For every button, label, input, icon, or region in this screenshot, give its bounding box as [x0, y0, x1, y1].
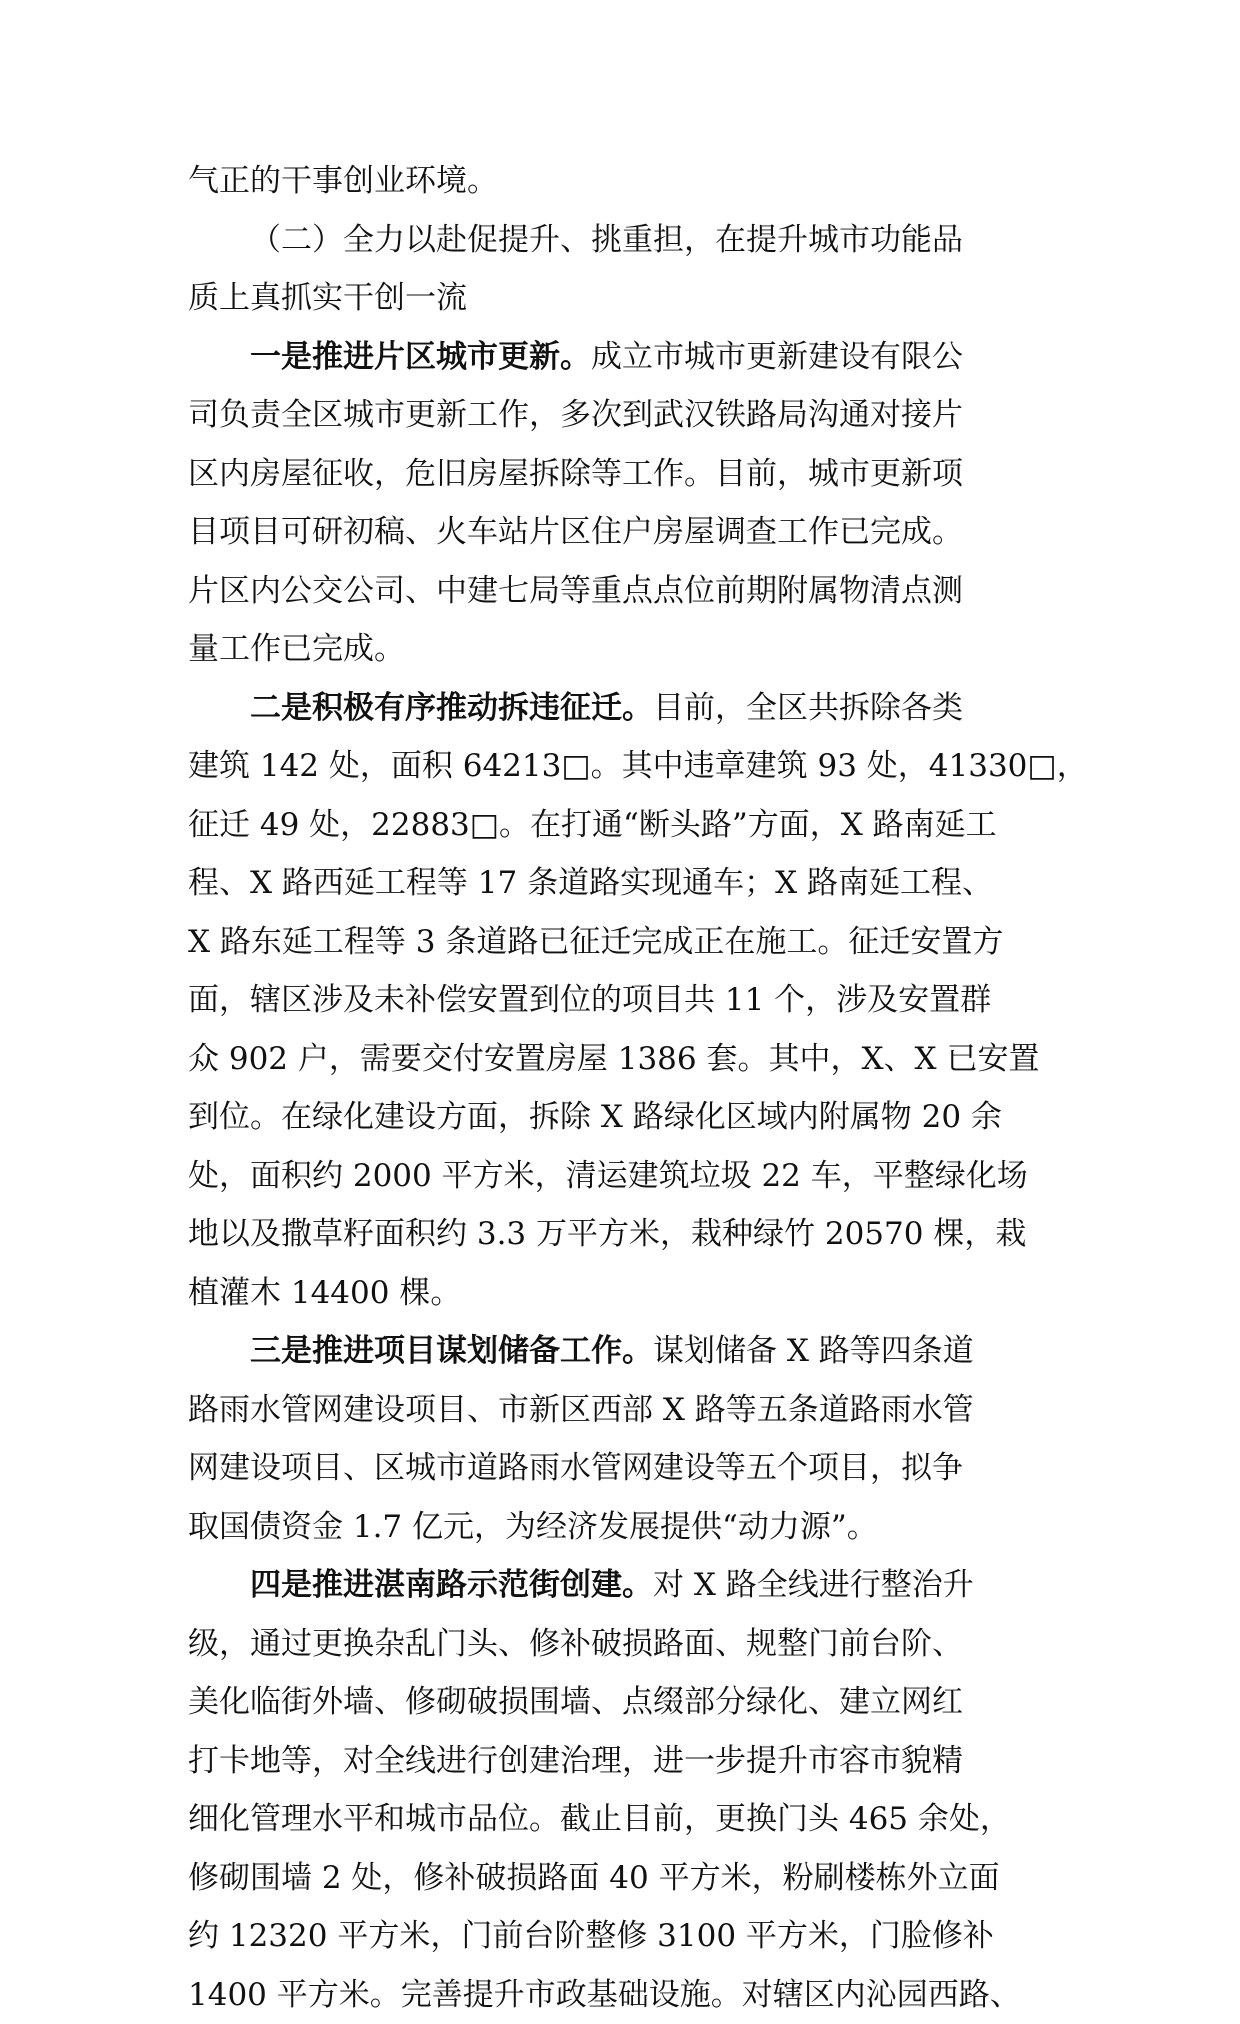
- line-text: 众 902 户，需要交付安置房屋 1386 套。其中，X、X 已安置: [188, 1041, 1039, 1077]
- text-line: [188, 1790, 1058, 1849]
- line-text: 目前，全区共拆除各类: [653, 690, 963, 726]
- text-line: [188, 152, 1058, 211]
- text-line: [188, 445, 1058, 504]
- line-text: 区内房屋征收，危旧房屋拆除等工作。目前，城市更新项: [188, 456, 963, 492]
- line-text: 细化管理水平和城市品位。截止目前，更换门头 465 余处，: [188, 1801, 1011, 1837]
- line-text: 谋划储备 X 路等四条道: [653, 1333, 974, 1369]
- line-text: 级，通过更换杂乱门头、修补破损路面、规整门前台阶、: [188, 1626, 963, 1662]
- text-line: [188, 854, 1058, 913]
- paragraph-lead: 四是推进湛南路示范街创建。: [250, 1567, 653, 1603]
- line-text: 司负责全区城市更新工作，多次到武汉铁路局沟通对接片: [188, 397, 963, 433]
- text-line: [188, 796, 1058, 855]
- text-line: [188, 620, 1058, 679]
- line-text: 质上真抓实干创一流: [188, 280, 467, 316]
- line-text: X 路东延工程等 3 条道路已征迁完成正在施工。征迁安置方: [188, 924, 1003, 960]
- line-text: 处，面积约 2000 平方米，清运建筑垃圾 22 车，平整绿化场: [188, 1158, 1028, 1194]
- text-line: [188, 1205, 1058, 1264]
- line-text: 打卡地等，对全线进行创建治理，进一步提升市容市貌精: [188, 1743, 963, 1779]
- text-line: [188, 562, 1058, 621]
- paragraph-lead: 三是推进项目谋划储备工作。: [250, 1333, 653, 1369]
- paragraph-1-start: [188, 328, 1058, 387]
- line-text: 片区内公交公司、中建七局等重点点位前期附属物清点测: [188, 573, 963, 609]
- text-line: [188, 1030, 1058, 1089]
- text-line: [188, 1615, 1058, 1674]
- line-text: 量工作已完成。: [188, 631, 405, 667]
- section-heading: [188, 211, 1058, 270]
- line-text: 到位。在绿化建设方面，拆除 X 路绿化区域内附属物 20 余: [188, 1099, 1002, 1135]
- line-text: 面，辖区涉及未补偿安置到位的项目共 11 个，涉及安置群: [188, 982, 991, 1018]
- text-line: [188, 1849, 1058, 1908]
- paragraph-4-start: [188, 1556, 1058, 1615]
- line-text: 征迁 49 处，22883□。在打通“断头路”方面，X 路南延工: [188, 807, 997, 843]
- line-text: 美化临街外墙、修砌破损围墙、点缀部分绿化、建立网红: [188, 1684, 963, 1720]
- line-text: 对 X 路全线进行整治升: [653, 1567, 974, 1603]
- text-line: [188, 737, 1058, 796]
- line-text: 网建设项目、区城市道路雨水管网建设等五个项目，拟争: [188, 1450, 963, 1486]
- line-text: 1400 平方米。完善提升市政基础设施。对辖区内沁园西路、: [188, 1977, 1021, 2013]
- line-text: 植灌木 14400 棵。: [188, 1275, 461, 1311]
- document-page: [188, 152, 1058, 2024]
- line-text: 地以及撒草籽面积约 3.3 万平方米，栽种绿竹 20570 棵，栽: [188, 1216, 1026, 1252]
- text-line: [188, 1673, 1058, 1732]
- text-line: [188, 1439, 1058, 1498]
- section-heading-continued: [188, 269, 1058, 328]
- line-text: 路雨水管网建设项目、市新区西部 X 路等五条道路雨水管: [188, 1392, 974, 1428]
- line-text: 修砌围墙 2 处，修补破损路面 40 平方米，粉刷楼栋外立面: [188, 1860, 1000, 1896]
- paragraph-3-start: [188, 1322, 1058, 1381]
- line-text: 建筑 142 处，面积 64213□。其中违章建筑 93 处，41330□，: [188, 748, 1088, 784]
- line-text: 约 12320 平方米，门前台阶整修 3100 平方米，门脸修补: [188, 1918, 994, 1954]
- paragraph-2-start: [188, 679, 1058, 738]
- line-text: （二）全力以赴促提升、挑重担，在提升城市功能品: [250, 222, 963, 258]
- text-line: [188, 1088, 1058, 1147]
- text-line: [188, 1732, 1058, 1791]
- text-line: [188, 1498, 1058, 1557]
- text-line: [188, 971, 1058, 1030]
- line-text: 取国债资金 1.7 亿元，为经济发展提供“动力源”。: [188, 1509, 878, 1545]
- text-line: [188, 503, 1058, 562]
- text-line: [188, 1966, 1058, 2024]
- line-text: 成立市城市更新建设有限公: [591, 339, 963, 375]
- text-line: [188, 1147, 1058, 1206]
- line-text: 程、X 路西延工程等 17 条道路实现通车；X 路南延工程、: [188, 865, 993, 901]
- paragraph-lead: 二是积极有序推动拆违征迁。: [250, 690, 653, 726]
- text-line: [188, 386, 1058, 445]
- text-line: [188, 1381, 1058, 1440]
- line-text: 目项目可研初稿、火车站片区住户房屋调查工作已完成。: [188, 514, 963, 550]
- text-line: [188, 1264, 1058, 1323]
- text-line: [188, 913, 1058, 972]
- text-line: [188, 1907, 1058, 1966]
- paragraph-lead: 一是推进片区城市更新。: [250, 339, 591, 375]
- line-text: 气正的干事创业环境。: [188, 163, 498, 199]
